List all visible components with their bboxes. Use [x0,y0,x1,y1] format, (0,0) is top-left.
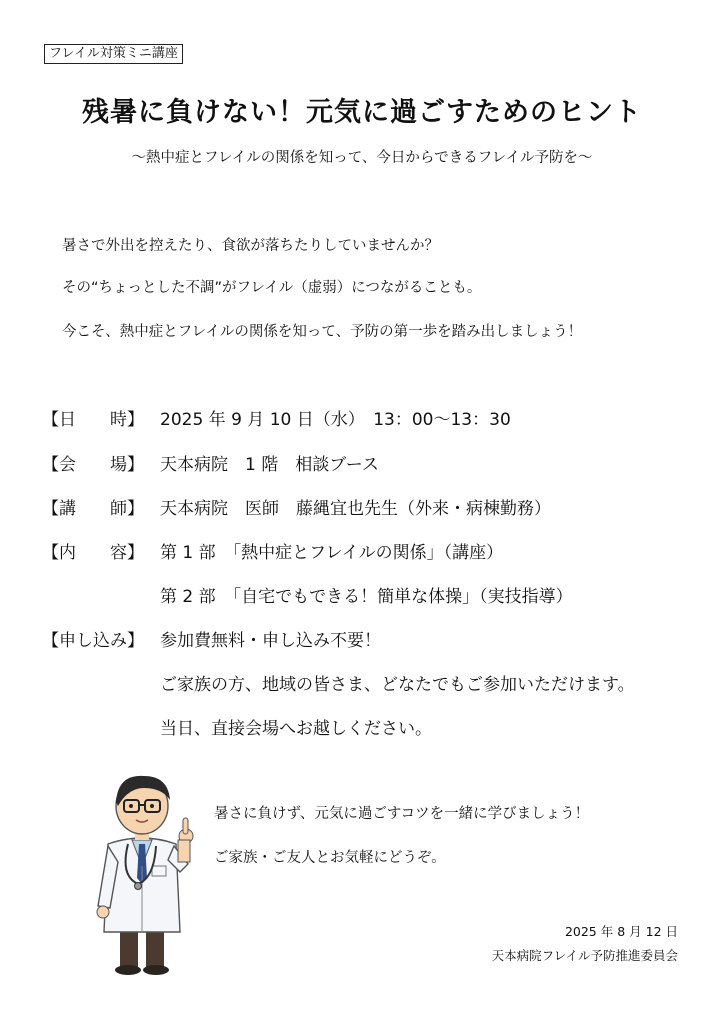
detail-venue [42,450,379,475]
venue-label: 【会 場】 [42,455,144,475]
lecturer-label: 【講 師】 [42,499,144,519]
detail-lecturer [42,494,551,519]
detail-datetime [42,405,511,430]
application-line3: 当日、直接会場へお越しください。 [160,719,432,739]
detail-application [42,626,381,651]
event-series-tag: フレイル対策ミニ講座 [44,44,183,64]
intro-line-2: その“ちょっとした不調”がフレイル（虚弱）につながることも。 [62,280,482,296]
issue-date: 2025 年 8 月 12 日 [564,924,678,939]
closing-line-2: ご家族・ご友人とお気軽にどうぞ。 [214,850,446,866]
page-title: 残暑に負けない！元気に過ごすためのヒント [82,97,642,128]
datetime-value: 2025 年 9 月 10 日（水） 13：00～13：30 [160,410,511,430]
detail-content [42,538,503,563]
application-label: 【申し込み】 [42,631,144,651]
page-subtitle: ～熱中症とフレイルの関係を知って、今日からできるフレイル予防を～ [131,150,593,166]
content-label: 【内 容】 [42,543,144,563]
datetime-label: 【日 時】 [42,410,144,430]
lecturer-value: 天本病院 医師 藤縄宜也先生（外来・病棟勤務） [160,499,551,519]
content-part2: 第 2 部 「自宅でもできる！簡単な体操」（実技指導） [160,587,573,607]
intro-line-3: 今こそ、熱中症とフレイルの関係を知って、予防の第一歩を踏み出しましょう！ [62,324,583,340]
application-line1: 参加費無料・申し込み不要！ [160,631,381,651]
application-line2: ご家族の方、地域の皆さま、どなたでもご参加いただけます。 [160,675,635,695]
doctor-illustration [88,766,198,978]
venue-value: 天本病院 1 階 相談ブース [160,455,379,475]
intro-line-1: 暑さで外出を控えたり、食欲が落ちたりしていませんか？ [62,238,439,254]
closing-line-1: 暑さに負けず、元気に過ごすコツを一緒に学びましょう！ [214,806,590,822]
content-part1: 第 1 部 「熱中症とフレイルの関係」（講座） [160,543,504,563]
organization-name: 天本病院フレイル予防推進委員会 [491,948,678,963]
